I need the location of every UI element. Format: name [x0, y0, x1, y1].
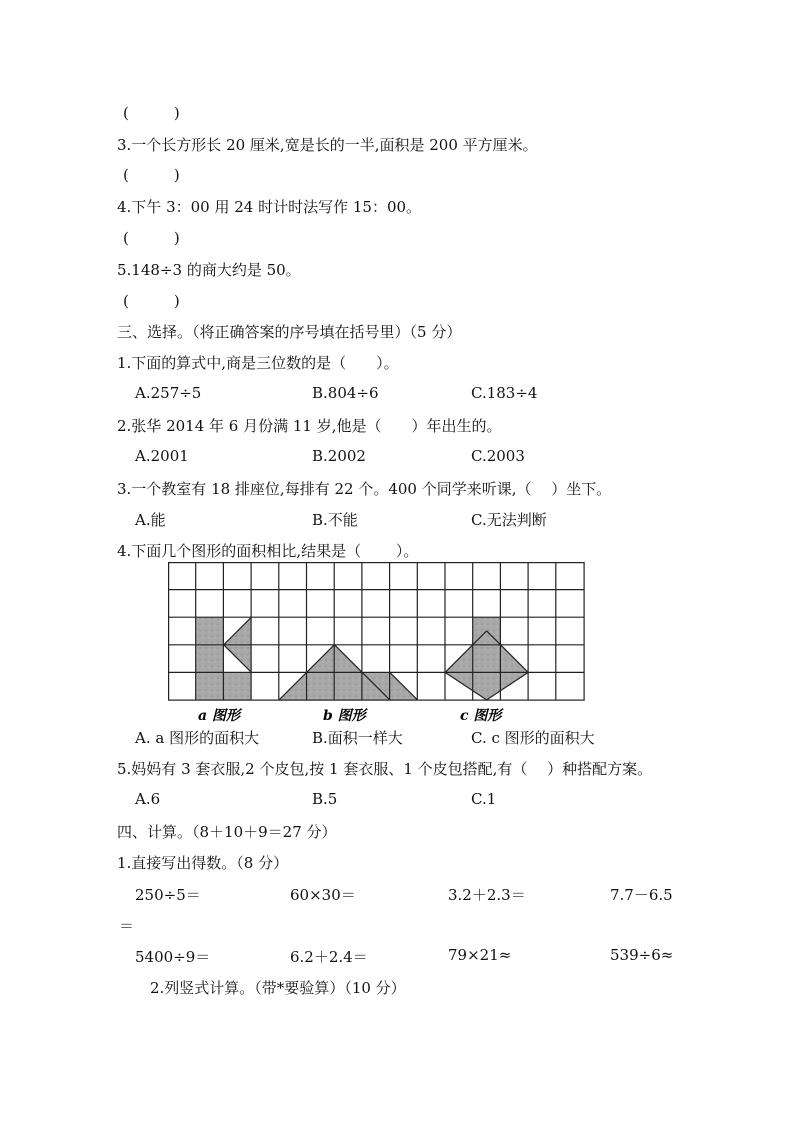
- calc-item: 5400÷9＝: [135, 948, 211, 966]
- option-b: B.不能: [312, 511, 358, 529]
- judge-question-4: 4.下午 3：00 用 24 时计时法写作 15：00。: [117, 198, 422, 216]
- option-c: C.183÷4: [471, 384, 538, 402]
- subsection-1-title: 1.直接写出得数。（8 分）: [117, 854, 289, 872]
- section-3-title: 三、选择。（将正确答案的序号填在括号里）（5 分）: [117, 323, 462, 341]
- shape-c: [445, 617, 528, 700]
- option-b: B.804÷6: [312, 384, 379, 402]
- option-c: C.1: [471, 790, 497, 808]
- calc-item: 3.2＋2.3＝: [448, 886, 526, 904]
- answer-blank: ( ): [123, 292, 180, 310]
- caption-a: a 图形: [198, 708, 240, 724]
- calc-item: 6.2＋2.4＝: [290, 948, 368, 966]
- option-a: A.能: [135, 511, 166, 529]
- option-a: A.2001: [135, 447, 189, 465]
- option-c: C.2003: [471, 447, 525, 465]
- choice-question-2: 2.张华 2014 年 6 月份满 11 岁,他是（ ）年出生的。: [117, 417, 502, 435]
- calc-item: 539÷6≈: [610, 946, 674, 964]
- option-b: B.面积一样大: [312, 729, 403, 747]
- answer-blank: ( ): [123, 229, 180, 247]
- calc-item: 7.7－6.5: [610, 886, 673, 904]
- choice-question-1: 1.下面的算式中,商是三位数的是（ ）。: [117, 354, 399, 372]
- option-b: B.5: [312, 790, 338, 808]
- judge-question-3: 3.一个长方形长 20 厘米,宽是长的一半,面积是 200 平方厘米。: [117, 136, 538, 154]
- calc-item: 60×30＝: [290, 886, 356, 904]
- answer-blank: ( ): [123, 166, 180, 184]
- subsection-2-title: 2.列竖式计算。（带*要验算）（10 分）: [150, 979, 406, 997]
- caption-b: b 图形: [323, 708, 366, 724]
- area-grid-figure: [168, 562, 586, 724]
- option-a: A.6: [135, 790, 161, 808]
- calc-item-wrap: ＝: [119, 917, 135, 935]
- option-a: A. a 图形的面积大: [135, 729, 260, 747]
- caption-c: c 图形: [460, 708, 502, 724]
- option-b: B.2002: [312, 447, 366, 465]
- judge-question-5: 5.148÷3 的商大约是 50。: [117, 261, 301, 279]
- option-c: C. c 图形的面积大: [471, 729, 595, 747]
- calc-item: 79×21≈: [448, 946, 512, 964]
- answer-blank: ( ): [123, 104, 180, 122]
- choice-question-4: 4.下面几个图形的面积相比,结果是（ ）。: [117, 542, 419, 560]
- calc-item: 250÷5＝: [135, 886, 201, 904]
- choice-question-3: 3.一个教室有 18 排座位,每排有 22 个。400 个同学来听课,（ ）坐下。: [117, 480, 612, 498]
- choice-question-5: 5.妈妈有 3 套衣服,2 个皮包,按 1 套衣服、1 个皮包搭配,有（ ）种搭配方案。: [117, 760, 653, 778]
- option-c: C.无法判断: [471, 511, 547, 529]
- section-4-title: 四、计算。（8＋10＋9＝27 分）: [117, 823, 337, 841]
- option-a: A.257÷5: [135, 384, 202, 402]
